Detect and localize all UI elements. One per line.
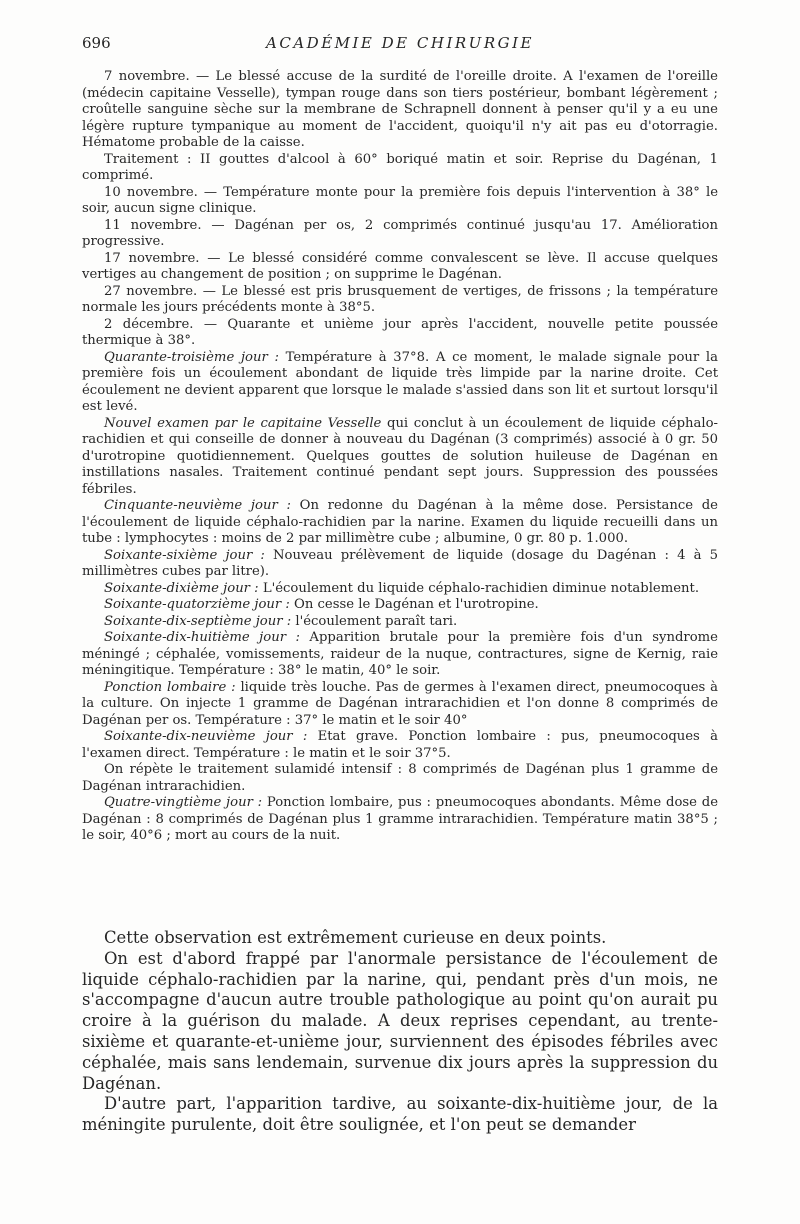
paragraph: Ponction lombaire : liquide très louche. Pas de germes à l'examen direct, pneumocoques à la culture. On injecte 1 gramme de Dagénan intrarachidien et l'on donne 8 comprimés de Dagénan per os. Température : 37° le matin et le soir 40° [82, 679, 719, 728]
paragraph: 2 décembre. — Quarante et unième jour après l'accident, nouvelle petite poussée thermique à 38°. [82, 316, 718, 348]
paragraph: Traitement : II gouttes d'alcool à 60° boriqué matin et soir. Reprise du Dagénan, 1 comprimé. [82, 151, 718, 183]
discussion [82, 928, 718, 1136]
paragraph: Soixante-dix-neuvième jour : Etat grave. Ponction lombaire : pus, pneumocoques à l'examen direct. Température : le matin et le soir 37°5. [82, 729, 718, 761]
paragraph: On est d'abord frappé par l'anormale persistance de l'écoulement de liquide céphalo-rachidien par la narine, qui, pendant près d'un mois, ne s'accompagne d'aucun autre trouble pathologique au point qu'on aurait pu croire à la guérison du malade. A deux reprises cependant, au trente-sixième et quarante-et-unième jour, surviennent des épisodes fébriles avec céphalée, mais sans lendemain, survenue dix jours après la suppression du Dagénan. [82, 948, 718, 1093]
paragraph: 10 novembre. — Température monte pour la première fois depuis l'intervention à 38° le soir, aucun signe clinique. [82, 184, 718, 216]
paragraph: Cinquante-neuvième jour : On redonne du Dagénan à la même dose. Persistance de l'écoulement de liquide céphalo-rachidien par la narine. Examen du liquide recueilli dans un tube : lymphocytes : moins de 2 par millimètre cube ; albumine, 0 gr. 80 p. 1.000. [82, 498, 718, 546]
clinical-observation [82, 69, 718, 845]
page-number: 696 [82, 34, 111, 52]
paragraph: 11 novembre. — Dagénan per os, 2 comprimés continué jusqu'au 17. Amélioration progressive. [82, 217, 718, 249]
paragraph: Soixante-quatorzième jour : On cesse le Dagénan et l'urotropine. [104, 597, 539, 612]
running-title: ACADÉMIE DE CHIRURGIE [266, 34, 534, 52]
paragraph: Quarante-troisième jour : Température à 37°8. A ce moment, le malade signale pour la première fois un écoulement abondant de liquide très limpide par la narine droite. Cet écoulement ne devient apparent que lorsque le malade s'assied dans son lit et surtout lorsqu'il est levé. [82, 349, 718, 414]
paragraph: 17 novembre. — Le blessé considéré comme convalescent se lève. Il accuse quelques vertiges au changement de position ; on supprime le Dagénan. [82, 250, 718, 282]
page-header [82, 34, 718, 56]
paragraph: Soixante-dix-septième jour : l'écoulement paraît tari. [104, 613, 458, 629]
paragraph: 27 novembre. — Le blessé est pris brusquement de vertiges, de frissons ; la température normale les jours précédents monte à 38°5. [82, 283, 718, 315]
paragraph: On répète le traitement sulamidé intensif : 8 comprimés de Dagénan plus 1 gramme de Dagénan intrarachidien. [82, 762, 718, 794]
paragraph: D'autre part, l'apparition tardive, au soixante-dix-huitième jour, de la méningite purulente, doit être soulignée, et l'on peut se demander [82, 1094, 718, 1135]
paragraph: 7 novembre. — Le blessé accuse de la surdité de l'oreille droite. A l'examen de l'oreille (médecin capitaine Vesselle), tympan rouge dans son tiers postérieur, bombant légèrement ; croûtelle sanguine sèche sur la membrane de Schrapnell donnent à penser qu'il y a eu une légère rupture tympanique au moment de l'accident, quoiqu'il n'y ait pas eu d'otorragie. Hématome probable de la caisse. [82, 69, 718, 150]
paragraph: Quatre-vingtième jour : Ponction lombaire, pus : pneumocoques abondants. Même dose de Dagénan : 8 comprimés de Dagénan plus 1 gramme intrarachidien. Température matin 38°5 ; le soir, 40°6 ; mort au cours de la nuit. [82, 795, 718, 843]
paragraph: Cette observation est extrêmement curieuse en deux points. [104, 928, 607, 947]
paragraph: Soixante-sixième jour : Nouveau prélèvement de liquide (dosage du Dagénan : 4 à 5 millimètres cubes par litre). [82, 547, 718, 579]
paragraph: Soixante-dixième jour : L'écoulement du liquide céphalo-rachidien diminue notablement. [104, 580, 700, 596]
paragraph: Soixante-dix-huitième jour : Apparition brutale pour la première fois d'un syndrome méningé ; céphalée, vomissements, raideur de la nuque, contractures, signe de Kernig, raie méningitique. Température : 38° le matin, 40° le soir. [82, 630, 718, 678]
paragraph: Nouvel examen par le capitaine Vesselle qui conclut à un écoulement de liquide céphalo-rachidien et qui conseille de donner à nouveau du Dagénan (3 comprimés) associé à 0 gr. 50 d'urotropine quotidiennement. Quelques gouttes de solution huileuse de Dagénan en instillations nasales. Traitement continué pendant sept jours. Suppression des poussées fébriles. [82, 415, 718, 497]
